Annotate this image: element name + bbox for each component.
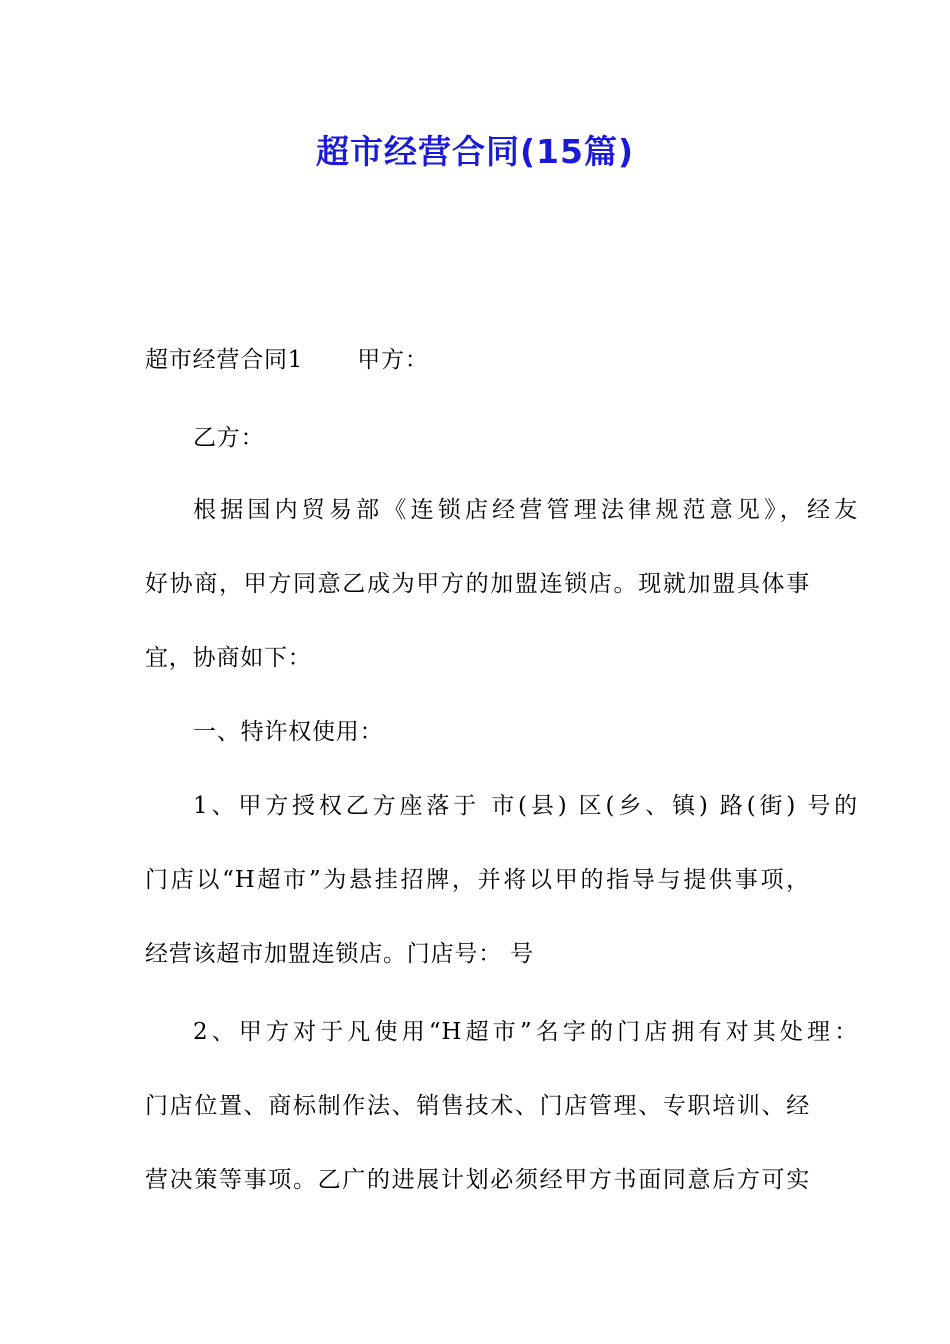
contract-heading: 超市经营合同1	[145, 347, 304, 373]
text-line-12: 营决策等事项。乙广的进展计划必须经甲方书面同意后方可实	[145, 1167, 810, 1193]
text-line-1	[145, 344, 810, 376]
text-line-7: 1、甲方授权乙方座落于 市(县) 区(乡、镇) 路(街) 号的	[193, 793, 858, 819]
text-line-3: 根据国内贸易部《连锁店经营管理法律规范意见》，经友	[193, 497, 858, 523]
text-line-9: 经营该超市加盟连锁店。门店号： 号	[145, 941, 534, 967]
party-a-label: 甲方：	[357, 347, 429, 373]
text-line-5: 宜，协商如下：	[145, 645, 312, 671]
party-b-label: 乙方：	[193, 425, 265, 451]
document-title: 超市经营合同(15篇)	[315, 132, 635, 171]
text-line-4: 好协商，甲方同意乙成为甲方的加盟连锁店。现就加盟具体事	[145, 571, 810, 597]
text-line-10: 2、甲方对于凡使用“H超市”名字的门店拥有对其处理：	[193, 1019, 858, 1045]
text-line-11: 门店位置、商标制作法、销售技术、门店管理、专职培训、经	[145, 1093, 810, 1119]
text-line-8: 门店以“H超市”为悬挂招牌，并将以甲的指导与提供事项，	[145, 867, 810, 893]
section-heading-1: 一、特许权使用：	[193, 719, 384, 745]
